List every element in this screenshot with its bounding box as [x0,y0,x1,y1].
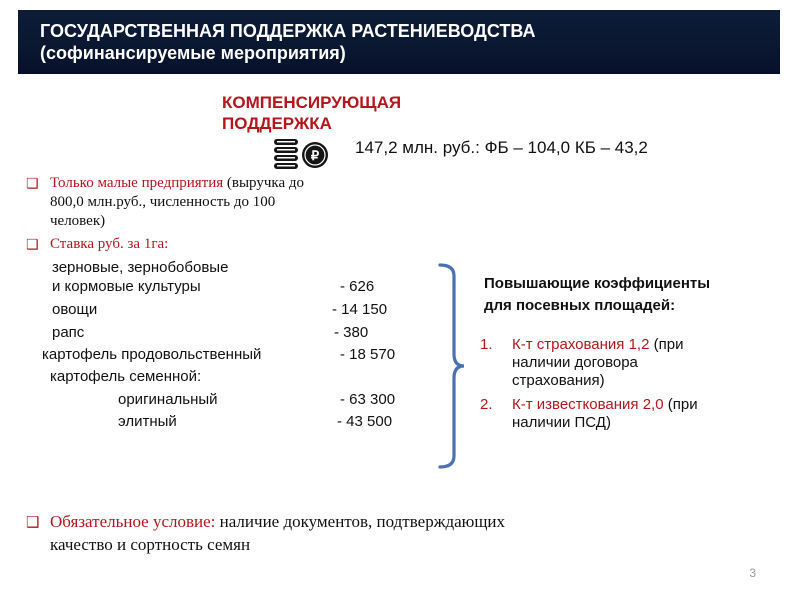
rate-potato-food-label: картофель продовольственный [42,346,262,363]
mandatory-condition [50,510,505,556]
bullet-marker: ❑ [26,514,40,531]
rate-elite-value: - 43 500 [337,413,393,430]
curly-brace-icon [436,262,466,470]
condition-text: 800,0 млн.руб., численность до 100 [50,194,276,210]
condition-small-enterprises-label: Только малые предприятия [50,175,224,191]
rate-grain-value: - 626 [340,278,375,295]
page-number: 3 [749,566,756,580]
rate-potato-food-value: - 18 570 [340,346,396,363]
mandatory-condition-text: наличие документов, подтверждающих [215,512,506,531]
bullet-marker: ❑ [26,175,39,191]
coefficients-list [480,336,780,438]
condition-text: (выручка до [223,175,305,191]
support-summary: 147,2 млн. руб.: ФБ – 104,0 КБ – 43,2 [355,138,648,157]
coefficients-title [484,273,710,317]
title-banner [18,10,780,74]
slide-subtitle: (софинансируемые мероприятия) [40,43,346,63]
rate-heading: Ставка руб. за 1га: [50,236,169,252]
rate-potato-seed-label: картофель семенной: [50,368,202,385]
rate-rapeseed-label: рапс [52,324,85,341]
coefficients-title-line: для посевных площадей: [484,297,676,314]
mandatory-condition-label: Обязательное условие: [50,512,216,531]
rate-grain-label [52,258,228,296]
mandatory-condition-text: качество и сортность семян [50,535,251,554]
rate-veg-value: - 14 150 [332,301,388,318]
condition-text: человек) [50,213,106,229]
list-item-text: (при [649,336,684,353]
coef-liming-label: К-т известкования 2,0 [512,396,664,413]
list-item-text: (при [663,396,698,413]
rate-elite-label: элитный [118,413,177,430]
rate-rapeseed-value: - 380 [334,324,369,341]
slide-title: ГОСУДАРСТВЕННАЯ ПОДДЕРЖКА РАСТЕНИЕВОДСТВА [40,21,536,41]
list-item-text: страхования) [512,372,605,389]
list-item-text: наличии ПСД) [512,414,611,431]
rate-label-text: зерновые, зернобобовые [52,259,229,276]
svg-text:₽: ₽ [310,148,320,163]
list-item-number: 2. [480,396,493,413]
section-title: КОМПЕНСИРУЮЩАЯ ПОДДЕРЖКА [222,93,402,133]
coefficients-title-line: Повышающие коэффициенты [484,275,711,292]
condition-small-enterprises [50,174,304,231]
list-item [480,336,780,390]
rate-veg-label: овощи [52,301,98,318]
bullet-marker: ❑ [26,236,39,252]
rate-original-value: - 63 300 [340,391,396,408]
list-item [480,396,780,432]
list-item-text: наличии договора [512,354,638,371]
rate-label-text: и кормовые культуры [52,278,201,295]
list-item-number: 1. [480,336,493,353]
rate-original-label: оригинальный [118,391,218,408]
coef-insurance-label: К-т страхования 1,2 [512,336,650,353]
coins-ruble-icon [272,133,330,173]
